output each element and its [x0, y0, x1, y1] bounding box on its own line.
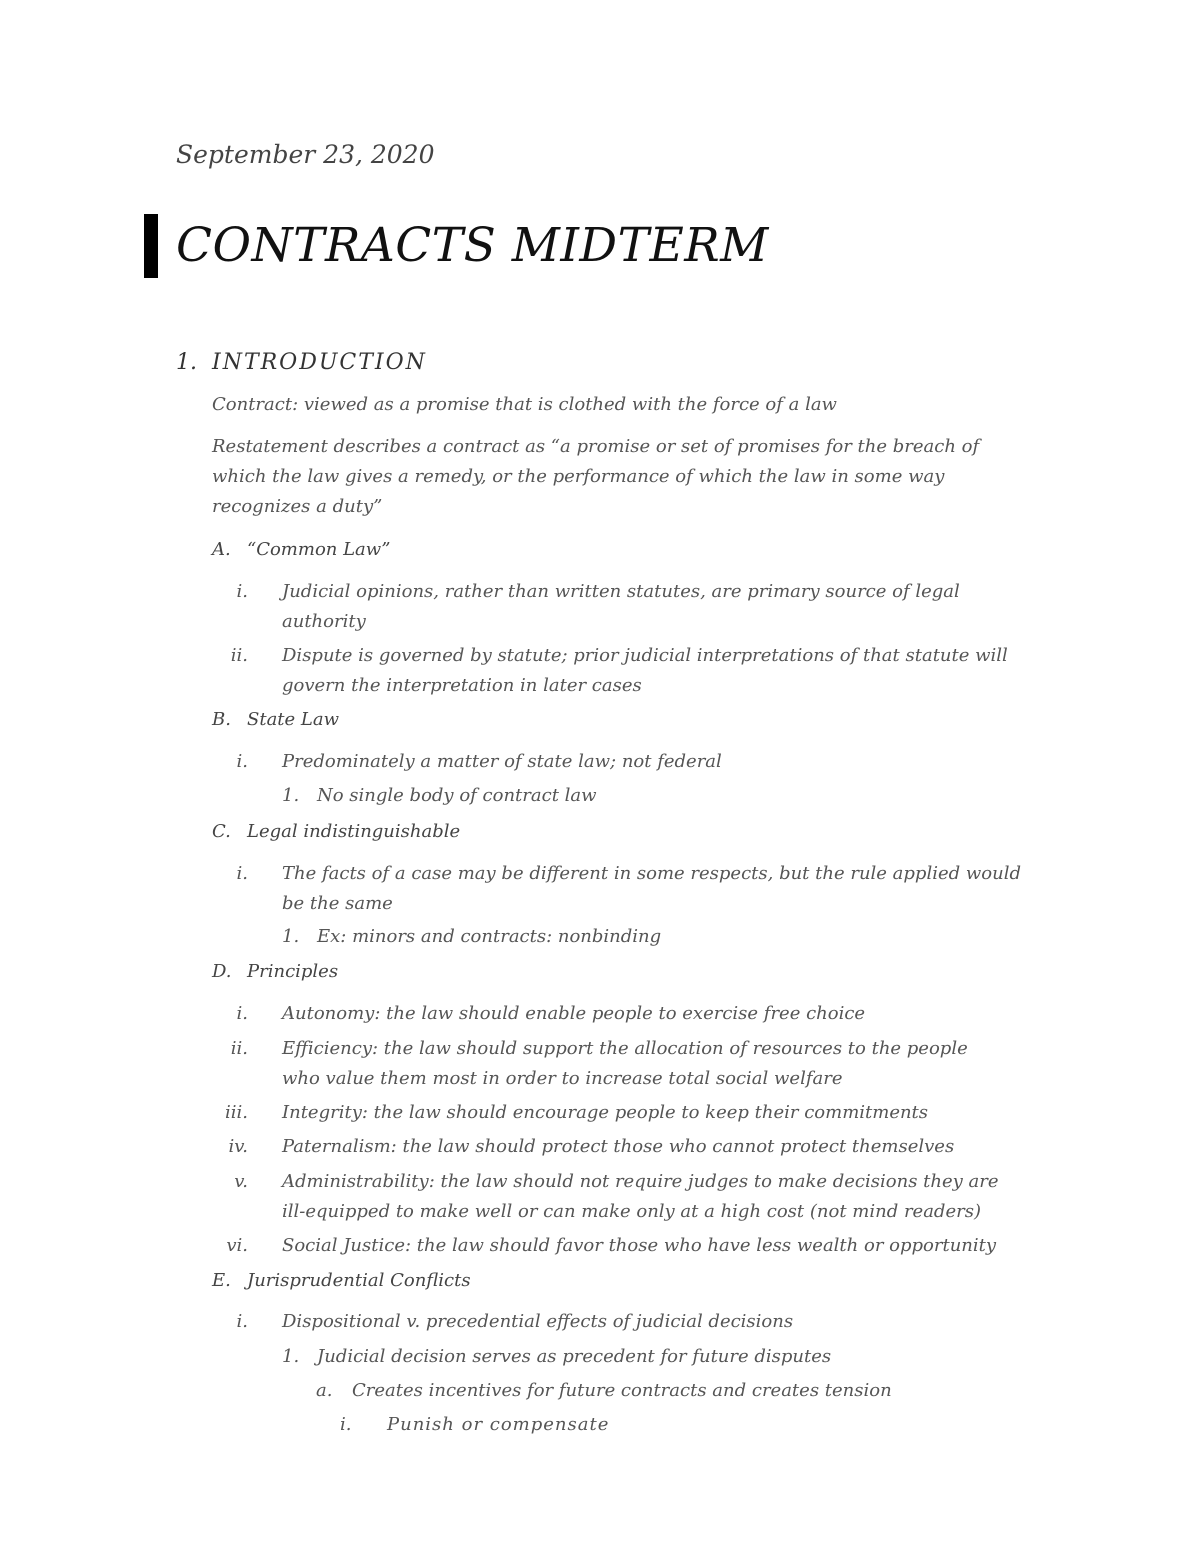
section-number: 1. [176, 350, 197, 375]
title-accent-bar [144, 214, 158, 278]
outline-label-D-ii: ii. [230, 1038, 248, 1059]
outline-label-D-i: i. [236, 1003, 248, 1024]
outline-item-B-i-1: No single body of contract law [317, 785, 597, 806]
outline-heading-A: “Common Law” [247, 539, 391, 560]
outline-item-B-i: Predominately a matter of state law; not federal [282, 751, 722, 772]
outline-label-E-i: i. [236, 1311, 248, 1332]
outline-item-A-ii: Dispute is governed by statute; prior judicial interpretations of that statute will govern the interpretation in later cases [282, 645, 1008, 696]
outline-item-E-i: Dispositional v. precedential effects of judicial decisions [282, 1311, 794, 1332]
outline-label-A-ii: ii. [230, 645, 248, 666]
outline-item-C-i-1: Ex: minors and contracts: nonbinding [317, 926, 662, 947]
outline-item-E-i-1-a: Creates incentives for future contracts and creates tension [352, 1380, 892, 1401]
outline-item-D-i: Autonomy: the law should enable people to exercise free choice [282, 1003, 866, 1024]
outline-heading-C: Legal indistinguishable [247, 821, 461, 842]
outline-item-A-i: Judicial opinions, rather than written statutes, are primary source of legal authority [282, 581, 960, 632]
outline-heading-B: State Law [247, 709, 339, 730]
restatement-paragraph: Restatement describes a contract as “a promise or set of promises for the breach of which the law gives a remedy, or the performance of which the law in some way recognizes a duty” [212, 436, 980, 517]
outline-heading-D: Principles [247, 961, 339, 982]
outline-label-B-i-1: 1. [282, 785, 300, 806]
outline-label-C-i-1: 1. [282, 926, 300, 947]
outline-label-B-i: i. [236, 751, 248, 772]
outline-label-E-i-1: 1. [282, 1346, 300, 1367]
outline-label-A: A. [212, 539, 231, 560]
outline-label-D-iv: iv. [228, 1136, 248, 1157]
outline-label-C: C. [212, 821, 231, 842]
section-title: INTRODUCTION [212, 350, 427, 375]
document-date: September 23, 2020 [176, 140, 435, 169]
outline-label-E: E. [212, 1270, 231, 1291]
outline-label-D-vi: vi. [226, 1235, 248, 1256]
outline-item-E-i-1: Judicial decision serves as precedent for future disputes [317, 1346, 832, 1367]
outline-item-D-iv: Paternalism: the law should protect those who cannot protect themselves [282, 1136, 955, 1157]
outline-item-D-v: Administrability: the law should not require judges to make decisions they are ill-equipped to make well or can make only at a high cost (not mind readers) [282, 1171, 999, 1222]
outline-label-D: D. [212, 961, 232, 982]
outline-heading-E: Jurisprudential Conflicts [247, 1270, 471, 1291]
outline-item-E-i-1-a-i: Punish or compensate [387, 1414, 610, 1435]
intro-paragraph: Contract: viewed as a promise that is clothed with the force of a law [212, 394, 837, 415]
outline-label-A-i: i. [236, 581, 248, 602]
outline-label-B: B. [212, 709, 231, 730]
outline-label-D-iii: iii. [225, 1102, 248, 1123]
outline-item-D-ii: Efficiency: the law should support the allocation of resources to the people who value them most in order to increase total social welfare [282, 1038, 968, 1089]
outline-label-C-i: i. [236, 863, 248, 884]
document-title: CONTRACTS MIDTERM [176, 218, 769, 273]
outline-label-D-v: v. [234, 1171, 248, 1192]
outline-item-D-vi: Social Justice: the law should favor those who have less wealth or opportunity [282, 1235, 997, 1256]
outline-label-E-i-1-a-i: i. [340, 1414, 352, 1435]
outline-label-E-i-1-a: a. [316, 1380, 333, 1401]
outline-item-C-i: The facts of a case may be different in some respects, but the rule applied would be the same [282, 863, 1021, 914]
outline-item-D-iii: Integrity: the law should encourage people to keep their commitments [282, 1102, 929, 1123]
